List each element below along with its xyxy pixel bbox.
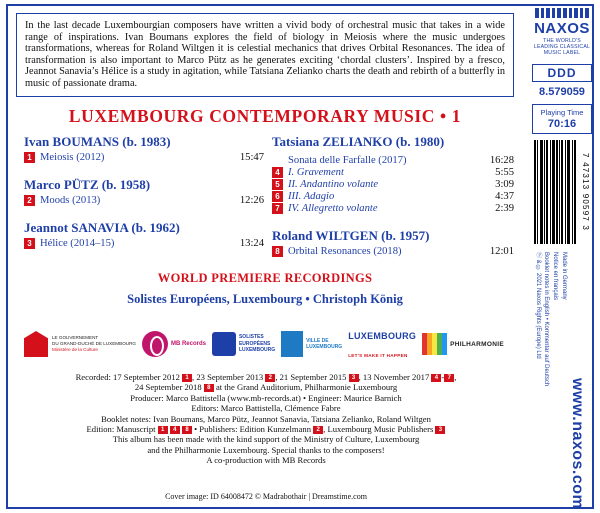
composer-block: [24, 177, 264, 206]
album-description-text: In the last decade Luxembourgian composers have written a vivid body of orchestral music that takes in a wide range of inspirations. Ivan Boumans explores the field of biology in Meiosis where the music undergoes transformations, whereas for Roland Wiltgen it is celestial mechanics that drives Orbital Resonances. The idea of transformation is also important to Marco Pütz as he generates exciting ‘chordal clusters’. Inspired by a fresco, Jeannot Sanavia’s Hélice is a study in agitation, while Tatsiana Zelianko charts the death and rebirth of a butterfly in music of passionate drama.: [25, 20, 505, 89]
naxos-wordmark: NAXOS: [534, 20, 590, 37]
composer-label: Roland WILTGEN: [272, 228, 378, 243]
composer-name: [24, 177, 264, 193]
track-row: [24, 238, 264, 249]
work-duration: 16:28: [489, 155, 514, 166]
logo-label: SOLISTES EUROPÉENS LUXEMBOURG: [238, 334, 276, 354]
track-row: [272, 179, 514, 190]
track-ref: 1: [158, 426, 168, 434]
track-duration: 15:47: [239, 152, 264, 163]
composer-label: Jeannot SANAVIA: [24, 220, 129, 235]
track-title: Orbital Resonances (2018): [288, 246, 402, 257]
composer-block: [272, 134, 514, 214]
track-number: 4: [272, 167, 283, 178]
website-url[interactable]: www.naxos.com: [569, 378, 586, 510]
credits-support-2: and the Philharmonie Luxembourg. Special thanks to the composers!: [147, 444, 385, 455]
legal-line-made-in: Made in Germany: [561, 252, 567, 300]
track-title: Moods (2013): [40, 195, 101, 206]
cover-image-credit: Cover image: ID 64008472 © Madrabothair | Dreamstime.com: [165, 492, 367, 501]
composer-label: Tatsiana ZELIANKO: [272, 134, 393, 149]
composer-dates: (b. 1980): [395, 134, 445, 149]
track-number: 3: [24, 238, 35, 249]
track-row: [24, 152, 264, 163]
track-duration: 3:09: [495, 179, 514, 190]
composer-label: Ivan BOUMANS: [24, 134, 119, 149]
track-ref: 3: [349, 374, 359, 382]
track-row: [272, 203, 514, 214]
track-number: 7: [272, 203, 283, 214]
track-title: I. Gravement: [288, 167, 344, 178]
track-ref: 2: [313, 426, 323, 434]
track-ref: 3: [435, 426, 445, 434]
logo-label: LUXEMBOURG LET'S MAKE IT HAPPEN: [348, 331, 417, 358]
credits-producer: Producer: Marco Battistella (www.mb-records.at) • Engineer: Maurice Barnich: [130, 392, 402, 403]
logo-label: MB Records: [170, 341, 206, 347]
album-title: LUXEMBOURG CONTEMPORARY MUSIC • 1: [68, 106, 462, 126]
legal-line-booklet: Booklet notes in English • Kommentar auf Deutsch: [543, 252, 549, 387]
mb-records-icon: [142, 331, 168, 357]
work-title: Sonata delle Farfalle (2017): [288, 155, 407, 166]
composer-dates: (b. 1958): [101, 177, 151, 192]
logo-solistes-europeens: [212, 325, 275, 363]
composer-name: [24, 134, 264, 150]
logo-government-luxembourg: [24, 325, 136, 363]
logo-luxembourg-brand: [348, 325, 416, 363]
track-title: II. Andantino volante: [288, 179, 379, 190]
composer-block: [24, 220, 264, 249]
track-number: 6: [272, 191, 283, 202]
credits-booklet-notes: Booklet notes: Ivan Boumans, Marco Pütz, Jeannot Sanavia, Tatsiana Zelianko, Roland Wiltgen: [101, 413, 431, 424]
ddd-label: DDD: [547, 66, 577, 80]
composer-name: [272, 228, 514, 244]
spacer: [24, 207, 264, 220]
track-number: 5: [272, 179, 283, 190]
barcode: [534, 140, 590, 244]
track-row: [272, 167, 514, 178]
composer-block: [272, 228, 514, 257]
track-title: Hélice (2014–15): [40, 238, 115, 249]
track-ref: 2: [265, 374, 275, 382]
composer-dates: (b. 1983): [122, 134, 171, 149]
track-duration: 4:37: [495, 191, 514, 202]
work-row: [272, 152, 514, 166]
naxos-tagline: THE WORLD'S LEADING CLASSICAL MUSIC LABEL: [533, 38, 591, 56]
track-row: [24, 195, 264, 206]
performers-line: Solistes Européens, Luxembourg • Christoph König: [127, 292, 403, 306]
credits-line-2: 24 September 2018 8 at the Grand Auditorium, Philharmonie Luxembourg: [134, 382, 398, 393]
track-duration: 13:24: [239, 238, 264, 249]
track-duration: 2:39: [495, 203, 514, 214]
logo-mb-records: [142, 325, 206, 363]
track-title: IV. Allegretto volante: [288, 203, 378, 214]
composer-label: Marco PÜTZ: [24, 177, 99, 192]
logo-philharmonie: [422, 325, 504, 363]
recording-credits: [20, 372, 512, 466]
logo-label: VILLE DE LUXEMBOURG: [306, 337, 343, 350]
composer-dates: (b. 1957): [381, 228, 430, 243]
logo-label: LE GOUVERNEMENT DU GRAND-DUCHÉ DE LUXEMBOURG Ministère de la Culture: [52, 335, 136, 352]
credits-support-1: This album has been made with the kind support of the Ministry of Culture, Luxembourg: [112, 434, 420, 445]
barcode-bars-icon: [534, 140, 576, 244]
ville-de-luxembourg-shield-icon: [281, 331, 303, 357]
track-title: Meiosis (2012): [40, 152, 105, 163]
track-ref: 7: [444, 374, 454, 382]
logo-ville-de-luxembourg: [281, 325, 342, 363]
spacer: [24, 164, 264, 177]
naxos-logo: [532, 6, 592, 62]
credits-line-1: Recorded: 17 September 2012 1 , 23 September 2013 2 , 21 September 2015 3 , 13 November 2017 4 - 7 ,: [75, 372, 457, 382]
naxos-bars-icon: [535, 8, 589, 18]
spacer: [272, 215, 514, 228]
track-duration: 12:01: [489, 246, 514, 257]
track-ref: 8: [204, 384, 214, 392]
album-description-box: [16, 13, 514, 97]
track-number: 8: [272, 246, 283, 257]
sponsor-logo-strip: [24, 322, 504, 366]
philharmonie-bars-icon: [422, 333, 447, 355]
track-duration: 12:26: [239, 195, 264, 206]
track-duration: 5:55: [495, 167, 514, 178]
track-number: 1: [24, 152, 35, 163]
logo-label: PHILHARMONIE: [450, 340, 504, 348]
composer-block: [24, 134, 264, 163]
legal-text-block: [532, 252, 592, 387]
track-row: [272, 246, 514, 257]
tracklist-left-column: [24, 134, 264, 250]
world-premiere-banner: WORLD PREMIERE RECORDINGS: [157, 271, 373, 285]
credits-editors: Editors: Marco Battistella, Clémence Fabre: [191, 403, 341, 414]
track-number: 2: [24, 195, 35, 206]
catalogue-number: 8.579059: [539, 86, 585, 98]
track-ref: 4: [431, 374, 441, 382]
composer-name: [272, 134, 514, 150]
track-ref: 1: [182, 374, 192, 382]
legal-line-copyright: Ⓟ & © 2021 Naxos Rights (Europe) Ltd: [535, 252, 541, 359]
barcode-digits: 7 47313 90597 3: [581, 152, 590, 232]
credits-edition: Edition: Manuscript 1 4 8 • Publishers: Edition Kunzelmann 2 , Luxembourg Music Publishers 3: [20, 424, 512, 434]
legal-line-notice: Notice en français: [552, 252, 558, 301]
track-row: [272, 191, 514, 202]
credits-coproduction: A co-production with MB Records: [206, 455, 326, 466]
playing-time-label: Playing Time: [540, 108, 584, 117]
tracklist-right-column: [272, 134, 514, 258]
ddd-badge: [532, 64, 592, 82]
track-ref: 8: [182, 426, 192, 434]
playing-time-value: 70:16: [547, 118, 577, 130]
track-title: III. Adagio: [288, 191, 335, 202]
composer-dates: (b. 1962): [131, 220, 180, 235]
composer-name: [24, 220, 264, 236]
track-ref: 4: [170, 426, 180, 434]
track-number: [272, 152, 283, 163]
government-crest-icon: [24, 331, 48, 357]
label-spine-column: [532, 6, 592, 510]
playing-time-box: [532, 104, 592, 134]
sel-icon: [212, 332, 236, 356]
